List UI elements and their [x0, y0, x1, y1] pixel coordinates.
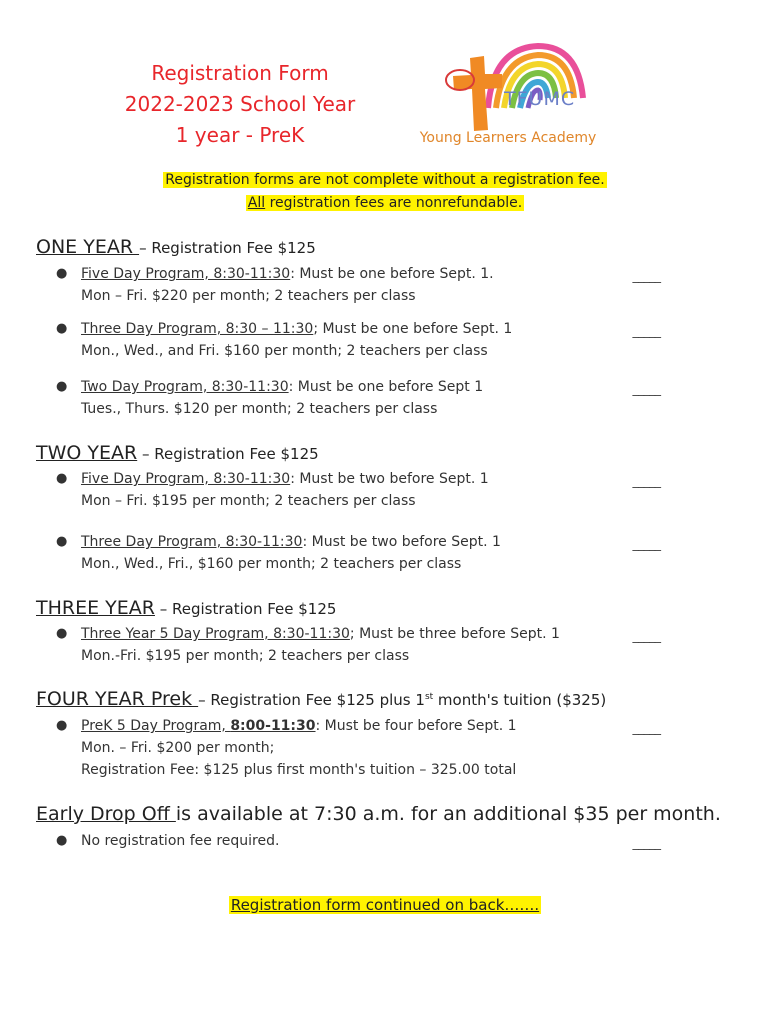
logo-name: Young Learners Academy	[419, 130, 597, 146]
section-two-year-heading: TWO YEAR – Registration Fee $125	[36, 442, 319, 464]
selection-blank[interactable]: _____	[632, 474, 660, 489]
logo-abbreviation: TFUMC	[504, 88, 576, 110]
selection-blank[interactable]: _____	[632, 537, 660, 552]
notice-text-2: registration fees are nonrefundable.	[265, 195, 523, 211]
section-three-year-heading: THREE YEAR – Registration Fee $125	[36, 597, 337, 619]
bullet-icon: ●	[56, 833, 68, 848]
bullet-icon: ●	[56, 471, 68, 486]
title-line-2: 2022-2023 School Year	[124, 92, 356, 116]
notice-text-1: Registration forms are not complete without a registration fee.	[165, 172, 605, 188]
academy-logo	[418, 38, 598, 160]
section-four-year-heading: FOUR YEAR Prek – Registration Fee $125 plus 1st month's tuition ($325)	[36, 688, 607, 710]
bullet-icon: ●	[56, 534, 68, 549]
bullet-icon: ●	[56, 266, 68, 281]
section-one-year-heading: ONE YEAR – Registration Fee $125	[36, 236, 316, 258]
bullet-icon: ●	[56, 626, 68, 641]
selection-blank[interactable]: _____	[632, 324, 660, 339]
footer-note: Registration form continued on back…….	[230, 896, 540, 914]
selection-blank[interactable]: _____	[632, 269, 660, 284]
bullet-icon: ●	[56, 321, 68, 336]
bullet-icon: ●	[56, 718, 68, 733]
notice-line-1	[0, 172, 770, 188]
title-line-1: Registration Form	[151, 61, 329, 85]
notice-all: All	[247, 195, 266, 211]
selection-blank[interactable]: _____	[632, 721, 660, 736]
form-title	[120, 58, 360, 151]
early-drop-off-heading: Early Drop Off is available at 7:30 a.m. for an additional $35 per month.	[36, 803, 721, 825]
selection-blank[interactable]: _____	[632, 629, 660, 644]
bullet-icon: ●	[56, 379, 68, 394]
title-line-3: 1 year - PreK	[175, 123, 305, 147]
selection-blank[interactable]: _____	[632, 836, 660, 851]
notice-line-2	[0, 195, 770, 211]
selection-blank[interactable]: _____	[632, 382, 660, 397]
